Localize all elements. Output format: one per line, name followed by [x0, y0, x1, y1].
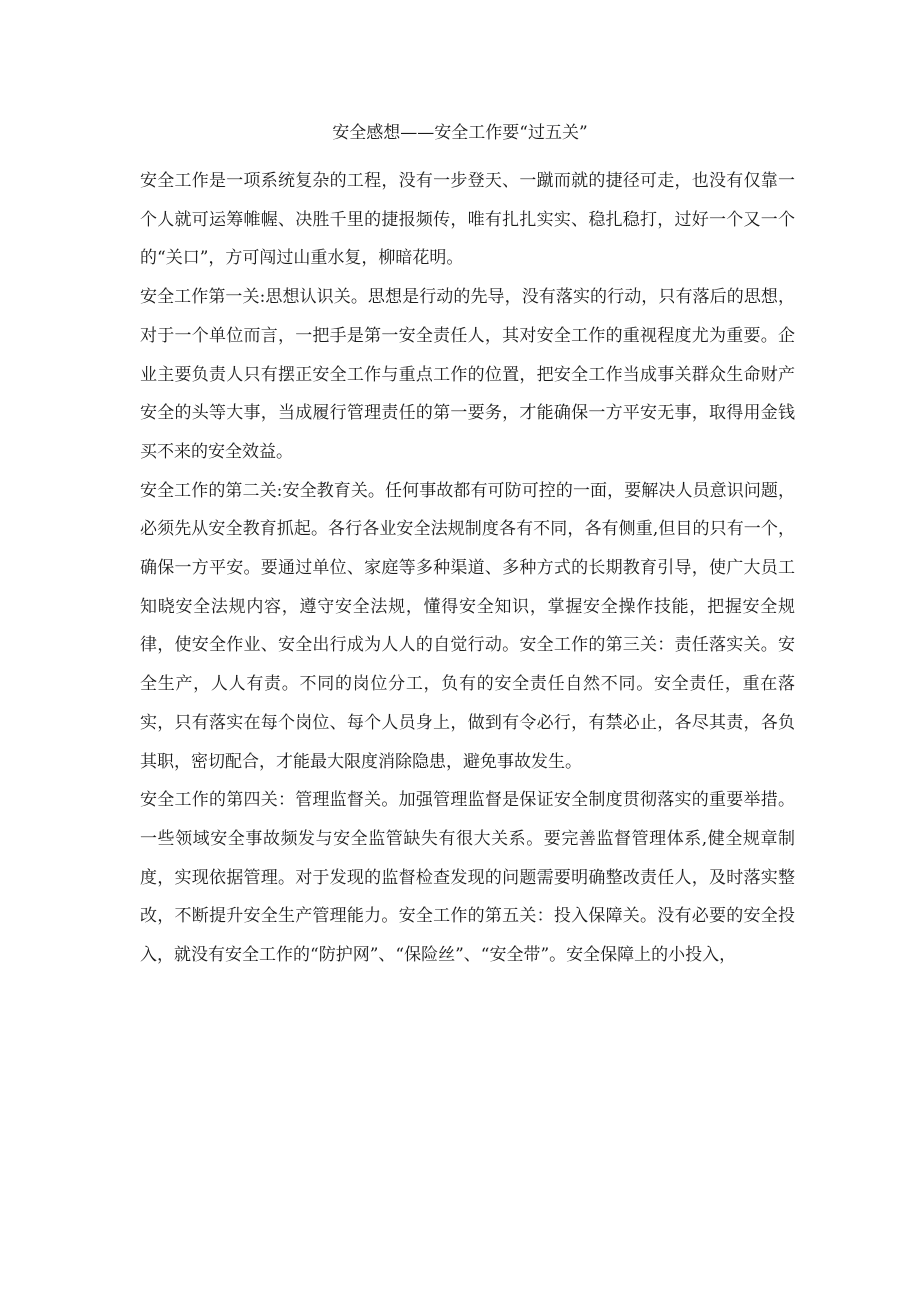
paragraph-second-third-gate: 安全工作的第二关:安全教育关。任何事故都有可防可控的一面，要解决人员意识问题，必须先从安全教育抓起。各行各业安全法规制度各有不同，各有侧重,但目的只有一个，确保一方平安。要通过单位、家庭等多种渠道、多种方式的长期教育引导，使广大员工知晓安全法规内容，遵守安全法规，懂得安全知识，掌握安全操作技能，把握安全规律，使安全作业、安全出行成为人人的自觉行动。安全工作的第三关：责任落实关。安全生产，人人有责。不同的岗位分工，负有的安全责任自然不同。安全责任，重在落实，只有落实在每个岗位、每个人员身上，做到有令必行，有禁必止，各尽其责，各负其职，密切配合，才能最大限度消除隐患，避免事故发生。: [140, 480, 795, 772]
document-title: 安全感想——安全工作要“过五关”: [332, 123, 588, 143]
document-body: [140, 162, 795, 975]
paragraph-first-gate: 安全工作第一关:思想认识关。思想是行动的先导，没有落实的行动，只有落后的思想，对于一个单位而言，一把手是第一安全责任人，其对安全工作的重视程度尤为重要。企业主要负责人只有摆正安全工作与重点工作的位置，把安全工作当成事关群众生命财产安全的头等大事，当成履行管理责任的第一要务，才能确保一方平安无事，取得用金钱买不来的安全效益。: [140, 287, 795, 462]
paragraph-fourth-fifth-gate: 安全工作的第四关：管理监督关。加强管理监督是保证安全制度贯彻落实的重要举措。一些领域安全事故频发与安全监管缺失有很大关系。要完善监督管理体系,健全规章制度，实现依据管理。对于发现的监督检查发现的问题需要明确整改责任人，及时落实整改，不断提升安全生产管理能力。安全工作的第五关：投入保障关。没有必要的安全投入，就没有安全工作的“防护网”、“保险丝”、“安全带”。安全保障上的小投入，: [140, 790, 795, 966]
paragraph-intro: 安全工作是一项系统复杂的工程，没有一步登天、一蹴而就的捷径可走，也没有仅靠一个人就可运筹帷幄、决胜千里的捷报频传，唯有扎扎实实、稳扎稳打，过好一个又一个的“关口”，方可闯过山重水复，柳暗花明。: [140, 171, 795, 269]
